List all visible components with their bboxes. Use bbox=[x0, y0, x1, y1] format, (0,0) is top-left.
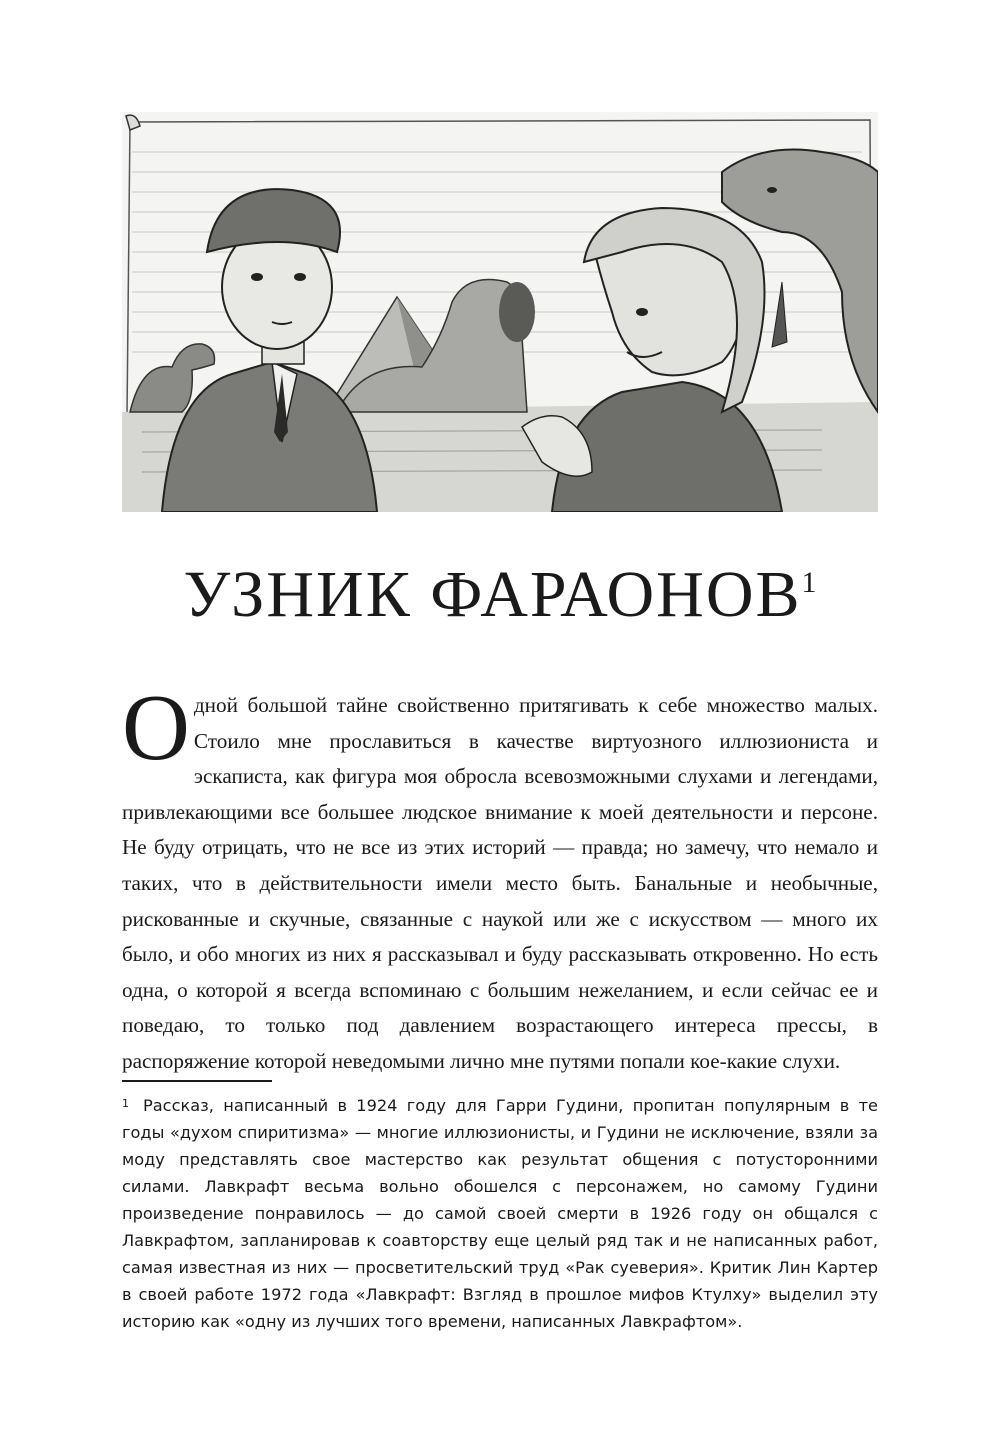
footnote bbox=[122, 1092, 878, 1335]
body-paragraph bbox=[122, 676, 878, 1080]
title-footnote-mark[interactable]: 1 bbox=[801, 566, 817, 599]
illustration bbox=[122, 112, 878, 512]
footnote-text: Рассказ, написанный в 1924 году для Гарри Гудини, пропитан популярным в те годы «духом спиритизма» — многие иллюзионисты, и Гудини не исключение, взяли за моду представлять свое мастерство как результат общения с потусторонними силами. Лавкрафт весьма вольно обошелся с персонажем, но самому Гудини произведение понравилось — до самой своей смерти в 1926 году он общался с Лавкрафтом, запланировав к соавторству еще целый ряд так и не написанных работ, самая известная из них — просветительский труд «Рак суеверия». Критик Лин Картер в своей работе 1972 года «Лавкрафт: Взгляд в прошлое мифов Ктулху» выделил эту историю как «одну из лучших того времени, написанных Лавкрафтом». bbox=[122, 1096, 878, 1331]
body-text: дной большой тайне свойственно притягивать к себе множество малых. Стоило мне прославиться в качестве виртуозного иллюзиониста и эскаписта, как фигура моя обросла всевозможными слухами и легендами, привлекающими все большее людское внимание к моей деятельности и персоне. Не буду отрицать, что не все из этих историй — правда; но замечу, что немало и таких, что в действительности имели место быть. Банальные и необычные, рискованные и скучные, связанные с наукой или же с искусством — много их было, и обо многих из них я рассказывал и буду рассказывать откровенно. Но есть одна, о которой я всегда вспоминаю с большим нежеланием, и если сейчас ее и поведаю, то только под давлением возрастающего интереса прессы, в распоряжение которой неведомыми лично мне путями попали кое-какие слухи. bbox=[122, 693, 878, 1073]
drop-cap: О bbox=[122, 676, 190, 780]
footnote-divider bbox=[122, 1080, 272, 1082]
page-title bbox=[0, 558, 1000, 631]
title-text: УЗНИК ФАРАОНОВ bbox=[183, 558, 802, 631]
footnote-mark: 1 bbox=[122, 1097, 129, 1110]
